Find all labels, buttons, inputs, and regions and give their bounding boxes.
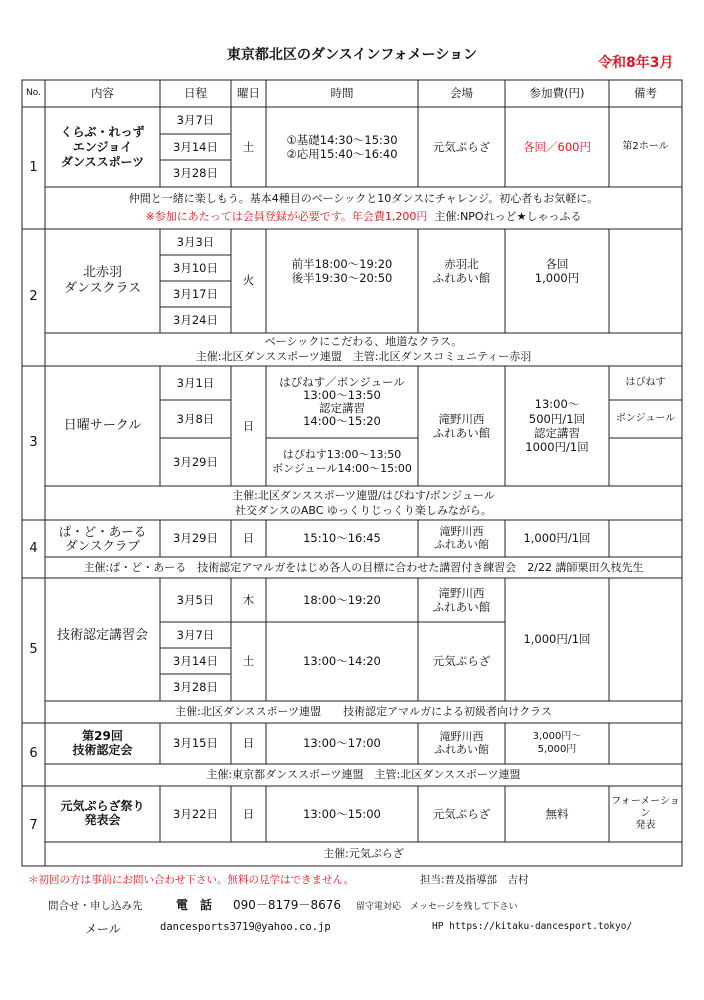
event-name: 第29回 技術認定会 (72, 728, 133, 757)
event-host: 主催:NPOれっど★しゃっふる (434, 209, 582, 223)
event-venue: 元気ぷらざ (432, 806, 491, 821)
event-venue: 滝野川西 ふれあい館 (432, 411, 491, 440)
event-number: 6 (29, 746, 38, 762)
event-date: 3月7日 (176, 627, 215, 642)
membership-notice: ※参加にあたっては会員登録が必要です。年会費1,200円 (145, 209, 428, 223)
event-note: 主催:ぱ・ど・あーる 技術認定アマルガをはじめ各人の目標に合わせた講習付き練習会 2/22 講師栗田久枝先生 (83, 560, 644, 574)
event-number: 7 (29, 817, 38, 833)
event-weekday: 火 (242, 273, 255, 287)
event-number: 4 (29, 540, 38, 556)
event-weekday: 日 (242, 736, 255, 751)
event-date: 3月3日 (176, 234, 215, 249)
event-note: 主催:北区ダンススポーツ連盟 主管:北区ダンスコミュニティー赤羽 (195, 349, 532, 363)
event-time: はぴねす／ボンジュール 13:00～13:50 認定講習 14:00～15:20 (279, 374, 405, 429)
event-number: 5 (29, 642, 38, 658)
inquiry-label: 問合せ・申し込み先 (48, 900, 143, 912)
event-name: 技術認定講習会 (56, 628, 148, 643)
event-time: ①基礎14:30～15:30 ②応用15:40～16:40 (286, 132, 398, 161)
homepage-link[interactable]: HP https://kitaku-dancesport.tokyo/ (432, 921, 633, 932)
event-weekday: 土 (242, 139, 255, 154)
event-time: 前半18:00～19:20 後半19:30～20:50 (291, 256, 393, 285)
event-date: 3月17日 (173, 286, 218, 301)
first-visit-notice: ＊初回の方は事前にお問い合わせ下さい。無料の見学はできません。 (28, 874, 355, 886)
event-remarks: 第2ホール (622, 140, 669, 152)
event-date: 3月1日 (176, 375, 215, 390)
event-date: 3月10日 (173, 260, 218, 275)
mail-label: メール (85, 922, 121, 936)
event-note: ベーシックにこだわる、地道なクラス。 (264, 334, 463, 348)
event-date: 3月28日 (173, 680, 218, 695)
event-number: 3 (29, 434, 38, 450)
event-fee: 各回 1,000円 (534, 256, 580, 285)
event-weekday: 土 (242, 654, 255, 669)
event-remarks: はぴねす (625, 376, 666, 388)
event-date: 3月29日 (173, 454, 218, 469)
event-date: 3月28日 (173, 166, 218, 181)
header-schedule: 日程 (184, 86, 207, 101)
header-weekday: 曜日 (237, 86, 260, 101)
event-note: 主催:北区ダンススポーツ連盟 技術認定アマルガによる初級者向けクラス (175, 705, 552, 719)
event-note: 主催:北区ダンススポーツ連盟/はぴねす/ボンジュール (232, 488, 495, 502)
event-name: くらぶ・れっず エンジョイ ダンススポーツ (60, 124, 145, 169)
event-date: 3月29日 (173, 531, 218, 546)
event-date: 3月22日 (173, 806, 218, 821)
event-note: 社交ダンスのABC ゆっくりじっくり楽しみながら。 (235, 503, 492, 517)
phone-label: 電 話 (176, 898, 213, 912)
event-venue: 滝野川西 ふれあい館 (434, 729, 489, 756)
header-remarks: 備考 (634, 86, 657, 101)
event-time: 13:00～17:00 (303, 736, 381, 751)
event-name: 北赤羽 ダンスクラス (63, 264, 142, 296)
event-date: 3月7日 (176, 113, 215, 128)
event-fee: 各回／600円 (523, 139, 591, 154)
event-name: ぱ・ど・あーる ダンスクラブ (58, 523, 147, 553)
event-venue: 滝野川西 ふれあい館 (432, 585, 491, 614)
phone-note: 留守電対応 メッセージを残して下さい (356, 902, 518, 912)
event-time: 13:00～14:20 (303, 654, 381, 669)
event-date: 3月15日 (173, 736, 218, 751)
event-venue: 滝野川西 ふれあい館 (434, 524, 489, 551)
event-weekday: 日 (242, 806, 255, 821)
event-number: 2 (29, 289, 38, 305)
event-note (45, 207, 682, 226)
event-date: 3月14日 (173, 139, 218, 154)
event-fee: 1,000円/1回 (523, 531, 591, 546)
event-fee: 3,000円～ 5,000円 (532, 731, 582, 755)
phone-number[interactable]: 090－8179－8676 (233, 898, 341, 912)
event-weekday: 木 (242, 592, 255, 607)
header-no: No. (26, 87, 41, 98)
event-date: 3月14日 (173, 653, 218, 668)
event-remarks: フォーメーション 発表 (611, 796, 680, 831)
event-fee: 1,000円/1回 (523, 632, 591, 647)
event-name: 元気ぷらざ祭り 発表会 (60, 799, 145, 827)
event-venue: 元気ぷらざ (432, 654, 491, 669)
event-time: 18:00～19:20 (303, 592, 381, 607)
event-note: 主催:東京都ダンススポーツ連盟 主管:北区ダンススポーツ連盟 (206, 768, 521, 782)
header-time: 時間 (330, 86, 354, 101)
event-date: 3月24日 (173, 312, 218, 327)
date-label: 令和8年3月 (598, 55, 674, 71)
event-time: はぴねす13:00～13:50 ボンジュール14:00～15:00 (272, 448, 412, 475)
event-time: 13:00～15:00 (303, 806, 381, 821)
event-fee: 13:00～ 500円/1回 認定講習 1000円/1回 (525, 397, 589, 455)
event-venue: 赤羽北 ふれあい館 (432, 256, 491, 285)
event-name: 日曜サークル (63, 417, 142, 433)
event-fee: 無料 (545, 806, 569, 821)
header-fee: 参加費(円) (529, 86, 585, 101)
event-date: 3月5日 (176, 592, 215, 607)
event-venue: 元気ぷらざ (432, 139, 491, 154)
event-remarks: ボンジュール (615, 412, 676, 424)
header-content: 内容 (91, 86, 114, 101)
header-venue: 会場 (450, 86, 473, 101)
page-title: 東京都北区のダンスインフォメーション (226, 47, 478, 63)
event-date: 3月8日 (176, 411, 215, 426)
email-address[interactable]: dancesports3719@yahoo.co.jp (160, 921, 331, 933)
event-weekday: 日 (242, 418, 255, 433)
staff-label: 担当:普及指導部 吉村 (420, 874, 529, 886)
event-number: 1 (29, 159, 38, 175)
event-note: 仲間と一緒に楽しもう。基本4種目のベーシックと10ダンスにチャレンジ。初心者もお気軽に。 (128, 191, 599, 205)
event-time: 15:10～16:45 (303, 531, 381, 546)
event-weekday: 日 (242, 531, 255, 546)
event-note: 主催:元気ぷらざ (323, 847, 404, 861)
